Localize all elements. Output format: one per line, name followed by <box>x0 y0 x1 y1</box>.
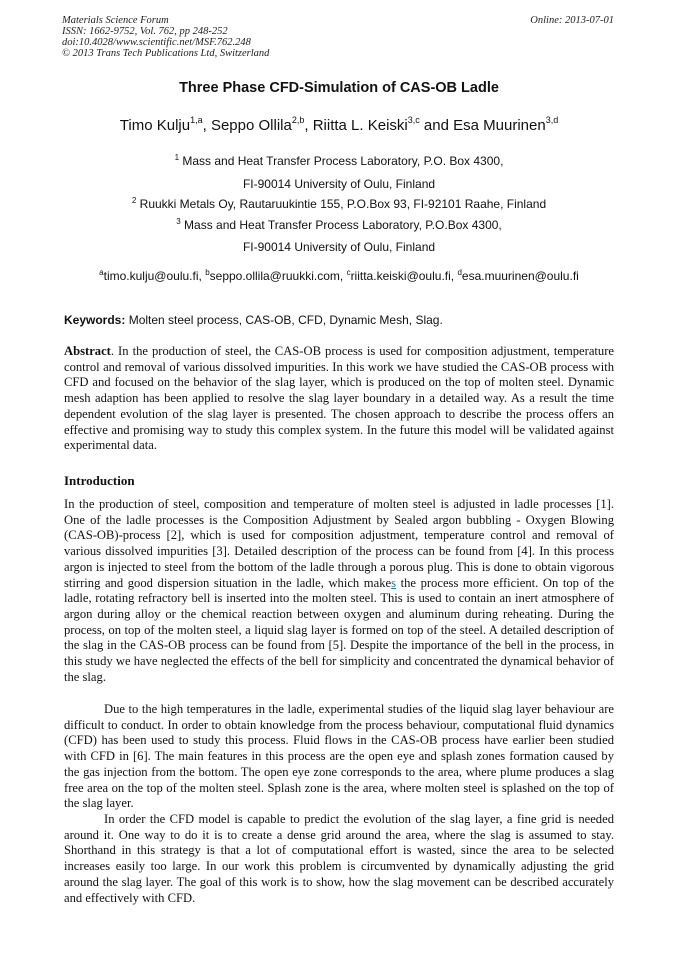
author-name: Seppo Ollila <box>210 117 292 134</box>
affiliation-3: $^3$ Mass and Heat Transfer Process Laboratory, P.O.Box 4300, <box>176 217 502 232</box>
author-name: Timo Kulju <box>119 117 191 134</box>
affiliation-1: $^1$ Mass and Heat Transfer Process Laboratory, P.O. Box 4300, <box>174 153 504 168</box>
inline-link[interactable]: s <box>391 575 396 590</box>
journal-copyright: © 2013 Trans Tech Publications Ltd, Switzerland <box>62 48 270 59</box>
keywords-text: Molten steel process, CAS-OB, CFD, Dynamic Mesh, Slag. <box>125 313 443 327</box>
abstract-label: Abstract <box>64 344 111 358</box>
affiliation-1-line2: FI-90014 University of Oulu, Finland <box>242 177 436 191</box>
author-emails: $^a$timo.kulju@oulu.fi, $^b$seppo.ollila@ruukki.com, $^c$riitta.keiski@oulu.fi, $^d$esa.muurinen@oulu.fi <box>99 268 579 283</box>
author-sup: 3,c <box>407 115 420 125</box>
abstract-text: . In the production of steel, the CAS-OB process is used for composition adjustment, temperature control and removal of various dissolved impurities. In this work we have studied the CAS-OB process with CFD and focused on the behavior of the slag layer, which is produced on the top of molten steel. Dynamic mesh adaption has been applied to resolve the slag layer boundary in a detailed way. As a result the time dependent evolution of the slag layer is presented. The chosen approach to describe the process offers an effective and promising way to study this complex system. In the future this model will be validated against experimental data. <box>64 344 614 453</box>
author-list: Timo Kulju$^{1,a}$, Seppo Ollila$^{2,b}$, Riitta L. Keiski$^{3,c}$ and Esa Muurinen$^{3,d}$ <box>119 115 559 134</box>
journal-doi: doi:10.4028/www.scientific.net/MSF.762.248 <box>62 37 251 48</box>
abstract <box>64 344 614 454</box>
paper-title: Three Phase CFD-Simulation of CAS-OB Ladle <box>179 80 499 96</box>
journal-header <box>62 15 269 59</box>
keywords-label: Keywords: <box>64 313 126 327</box>
email-link[interactable]: riitta.keiski@oulu.fi <box>350 269 451 283</box>
section-heading-introduction: Introduction <box>64 473 135 488</box>
keywords <box>64 313 443 327</box>
email-link[interactable]: timo.kulju@oulu.fi <box>103 269 199 283</box>
email-link[interactable]: seppo.ollila@ruukki.com <box>209 269 340 283</box>
affiliation-2: $^2$ Ruukki Metals Oy, Rautaruukintie 155, P.O.Box 93, FI-92101 Raahe, Finland <box>131 196 547 211</box>
author-name: Riitta L. Keiski <box>312 117 408 134</box>
author-sup: 1,a <box>190 115 203 125</box>
author-name: Esa Muurinen <box>453 117 546 134</box>
journal-issn: ISSN: 1662-9752, Vol. 762, pp 248-252 <box>62 26 228 37</box>
online-date: Online: 2013-07-01 <box>530 15 614 26</box>
intro-paragraph-2: Due to the high temperatures in the ladle, experimental studies of the liquid slag layer behaviour are difficult to conduct. In order to obtain knowledge from the process behaviour, computational fluid dynamics (CFD) has been used to study this process. Fluid flows in the CAS-OB process have earlier been studied with CFD in [6]. The main features in this process are the open eye and splash zones formation caused by the gas injection from the bottom. The open eye zone corresponds to the area, where plume produces a slag free area on the top of the molten steel. Splash zone is the area, where molten steel is splashed on the top of the slag layer. <box>64 702 614 811</box>
email-link[interactable]: esa.muurinen@oulu.fi <box>461 269 579 283</box>
author-sup: 2,b <box>291 115 305 125</box>
author-sup: 3,d <box>545 115 559 125</box>
journal-name: Materials Science Forum <box>62 15 169 26</box>
intro-paragraph-1: In the production of steel, composition and temperature of molten steel is adjusted in ladle processes [1]. One of the ladle processes is the Composition Adjustment by Sealed argon bubbling - Oxygen Blowing (CAS-OB)-process [2], which is used for composition adjustment, temperature control and removal of various dissolved impurities [3]. Detailed description of the process can be found from [4]. In this process argon is injected to steel from the bottom of the ladle through a porous plug. This is done to obtain vigorous stirring and good dispersion situation in the ladle, which makes the process more efficient. On top of the ladle, rotating refractory bell is inserted into the molten steel. This is used to contain an inert atmosphere of argon during alloy or the chemical reaction between oxygen and aluminum during reheating. During the process, on top of the molten steel, a liquid slag layer is formed on top of the steel. A detailed description of the slag in the CAS-OB process can be found from [5]. Despite the importance of the bell in the process, in this study we have neglected the effects of the bell for simplicity and concentrated the dynamical behavior of the slag. <box>64 497 615 684</box>
intro-paragraph-3: In order the CFD model is capable to predict the evolution of the slag layer, a fine grid is needed around it. One way to do it is to create a dense grid around the area, where the slag is assumed to stay. Shorthand in this strategy is that a lot of computational effort is wasted, since the area to be selected increases easily too large. In our work this problem is circumvented by dynamically adjusting the grid around the slag layer. The goal of this work is to show, how the slag movement can be described accurately and effectively with CFD. <box>64 812 614 905</box>
affiliation-3-line2: FI-90014 University of Oulu, Finland <box>242 240 436 254</box>
